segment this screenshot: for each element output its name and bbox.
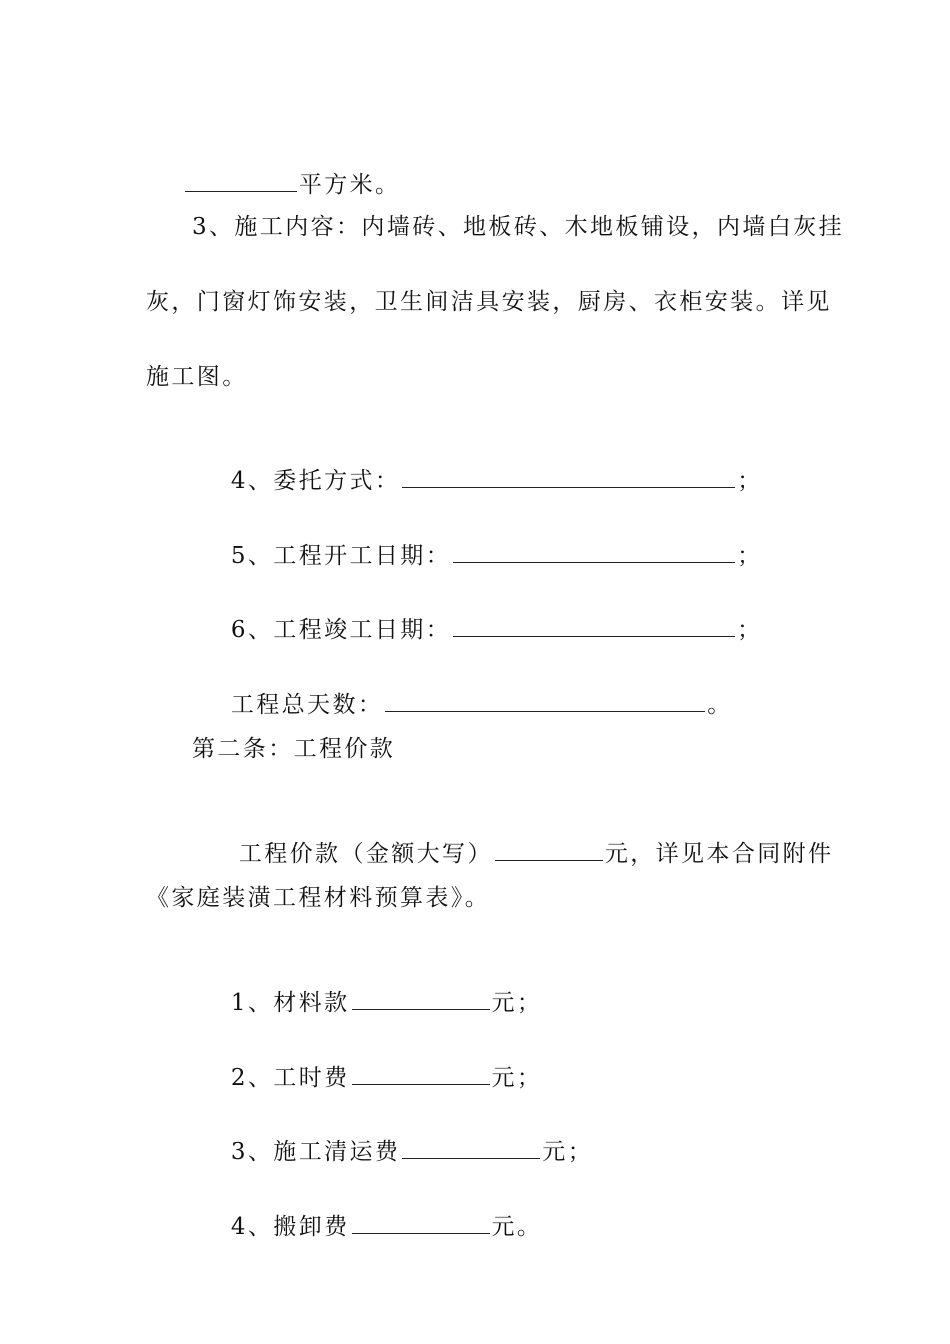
budget-table-line: 《家庭装潢工程材料预算表》。 (146, 885, 491, 911)
article-two-heading: 第二条：工程价款 (192, 736, 396, 762)
commission-method-end: ； (737, 468, 763, 494)
start-date-end: ； (737, 543, 763, 569)
labor-fee-blank[interactable] (352, 1064, 490, 1085)
handling-fee-unit: 元。 (491, 1214, 543, 1240)
total-days-end: 。 (707, 692, 733, 718)
start-date-blank[interactable] (453, 542, 735, 563)
area-unit: 平方米。 (298, 172, 401, 198)
commission-method-label: 4、委托方式： (230, 468, 401, 494)
handling-fee-blank[interactable] (352, 1213, 490, 1234)
cleanup-fee-unit: 元； (542, 1139, 594, 1165)
start-date-label: 5、工程开工日期： (230, 543, 452, 569)
price-tail: 元，详见本合同附件 (604, 841, 834, 867)
handling-fee-label: 4、搬卸费 (230, 1214, 350, 1240)
completion-date-blank[interactable] (453, 616, 735, 637)
area-blank[interactable] (185, 171, 297, 192)
labor-fee-unit: 元； (491, 1065, 543, 1091)
construction-content-line-1: 3、施工内容：内墙砖、地板砖、木地板铺设，内墙白灰挂 (192, 214, 845, 240)
construction-content-line-3: 施工图。 (146, 364, 248, 390)
price-label: 工程价款（金额大写） (238, 841, 493, 867)
construction-content-line-2: 灰，门窗灯饰安装，卫生间洁具安装，厨房、衣柜安装。详见 (146, 289, 832, 315)
material-fee-label: 1、材料款 (230, 990, 350, 1016)
material-fee-blank[interactable] (352, 989, 490, 1010)
total-days-label: 工程总天数： (230, 692, 384, 718)
cleanup-fee-label: 3、施工清运费 (230, 1139, 401, 1165)
commission-method-blank[interactable] (402, 467, 735, 488)
total-days-blank[interactable] (385, 691, 705, 712)
completion-date-end: ； (737, 617, 763, 643)
price-amount-blank[interactable] (495, 840, 603, 861)
completion-date-label: 6、工程竣工日期： (230, 617, 452, 643)
labor-fee-label: 2、工时费 (230, 1065, 350, 1091)
handling-fee-line (192, 1182, 542, 1272)
cleanup-fee-blank[interactable] (402, 1138, 540, 1159)
material-fee-unit: 元； (491, 990, 543, 1016)
